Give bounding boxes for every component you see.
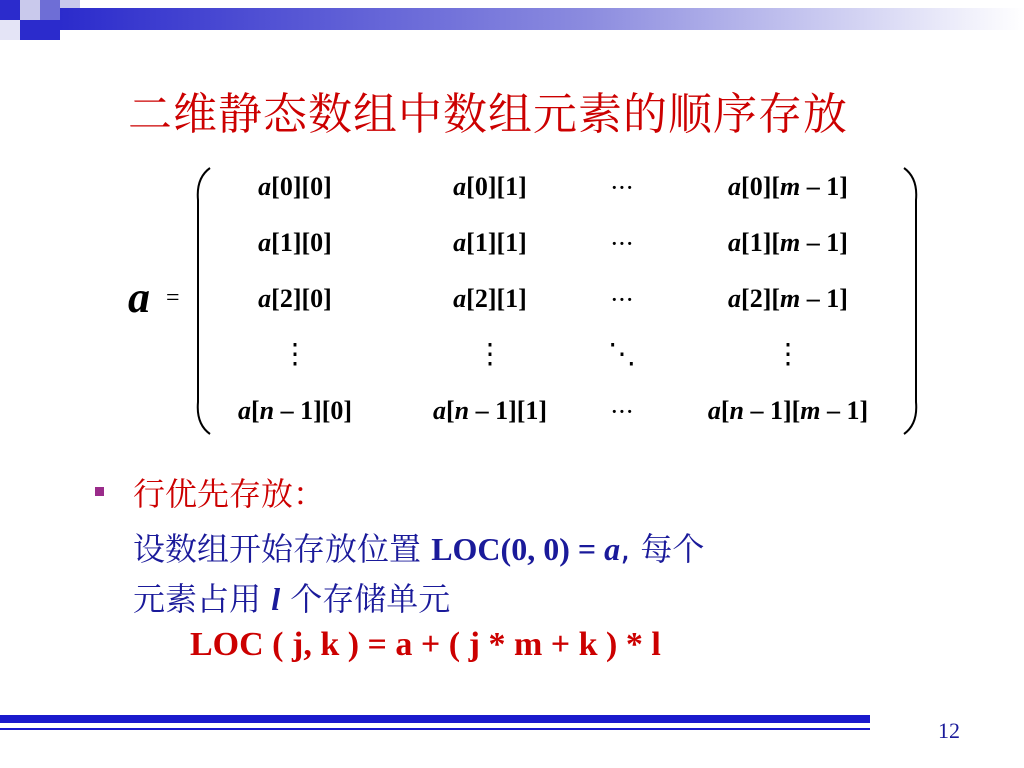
matrix-cell: a[0][1] xyxy=(453,172,527,201)
slide-title: 二维静态数组中数组元素的顺序存放 xyxy=(128,89,848,140)
matrix-vertical-dots: ⋮ xyxy=(774,337,802,370)
line1-code: LOC(0, 0) = xyxy=(431,531,605,567)
line2-var: l xyxy=(271,581,281,617)
matrix-variable: a xyxy=(128,273,150,322)
matrix-cell: a[2][1] xyxy=(453,284,527,313)
matrix-cell: a[n – 1][0] xyxy=(237,396,353,425)
bullet-marker xyxy=(95,487,104,496)
footer-line xyxy=(0,728,870,730)
bullet-line-2 xyxy=(133,574,450,620)
matrix-cell: a[2][0] xyxy=(258,284,332,313)
matrix-cell: a[1][0] xyxy=(258,228,332,257)
bullet-heading: 行优先存放： xyxy=(133,475,326,513)
page-number: 12 xyxy=(938,718,960,743)
matrix-equals-sign: = xyxy=(166,285,180,311)
line2-suffix: 个存储单元 xyxy=(280,580,451,618)
matrix-diagonal-dots: ⋱ xyxy=(608,337,636,370)
line1-prefix: 设数组开始存放位置 xyxy=(133,530,432,568)
line1-suffix: , 每个 xyxy=(620,530,705,568)
bullet-line-1 xyxy=(133,524,704,570)
matrix-cell: a[n – 1][m – 1] xyxy=(707,396,869,425)
line2-prefix: 元素占用 xyxy=(133,580,272,618)
matrix-vertical-dots: ⋮ xyxy=(476,337,504,370)
matrix-cell: a[2][m – 1] xyxy=(728,284,848,313)
line1-var: a xyxy=(604,531,621,567)
matrix-horizontal-dots: ··· xyxy=(610,174,634,202)
matrix-cell: a[0][0] xyxy=(258,172,332,201)
matrix-cell: a[n – 1][1] xyxy=(432,396,548,425)
matrix-cell: a[1][m – 1] xyxy=(728,228,848,257)
matrix-horizontal-dots: ··· xyxy=(610,286,634,314)
footer-bar xyxy=(0,715,870,723)
matrix-horizontal-dots: ··· xyxy=(610,398,634,426)
matrix-horizontal-dots: ··· xyxy=(610,230,634,258)
matrix-cell: a[1][1] xyxy=(453,228,527,257)
address-formula: LOC ( j, k ) = a + ( j * m + k ) * l xyxy=(190,626,661,663)
matrix-cell: a[0][m – 1] xyxy=(728,172,848,201)
matrix-vertical-dots: ⋮ xyxy=(281,337,309,370)
